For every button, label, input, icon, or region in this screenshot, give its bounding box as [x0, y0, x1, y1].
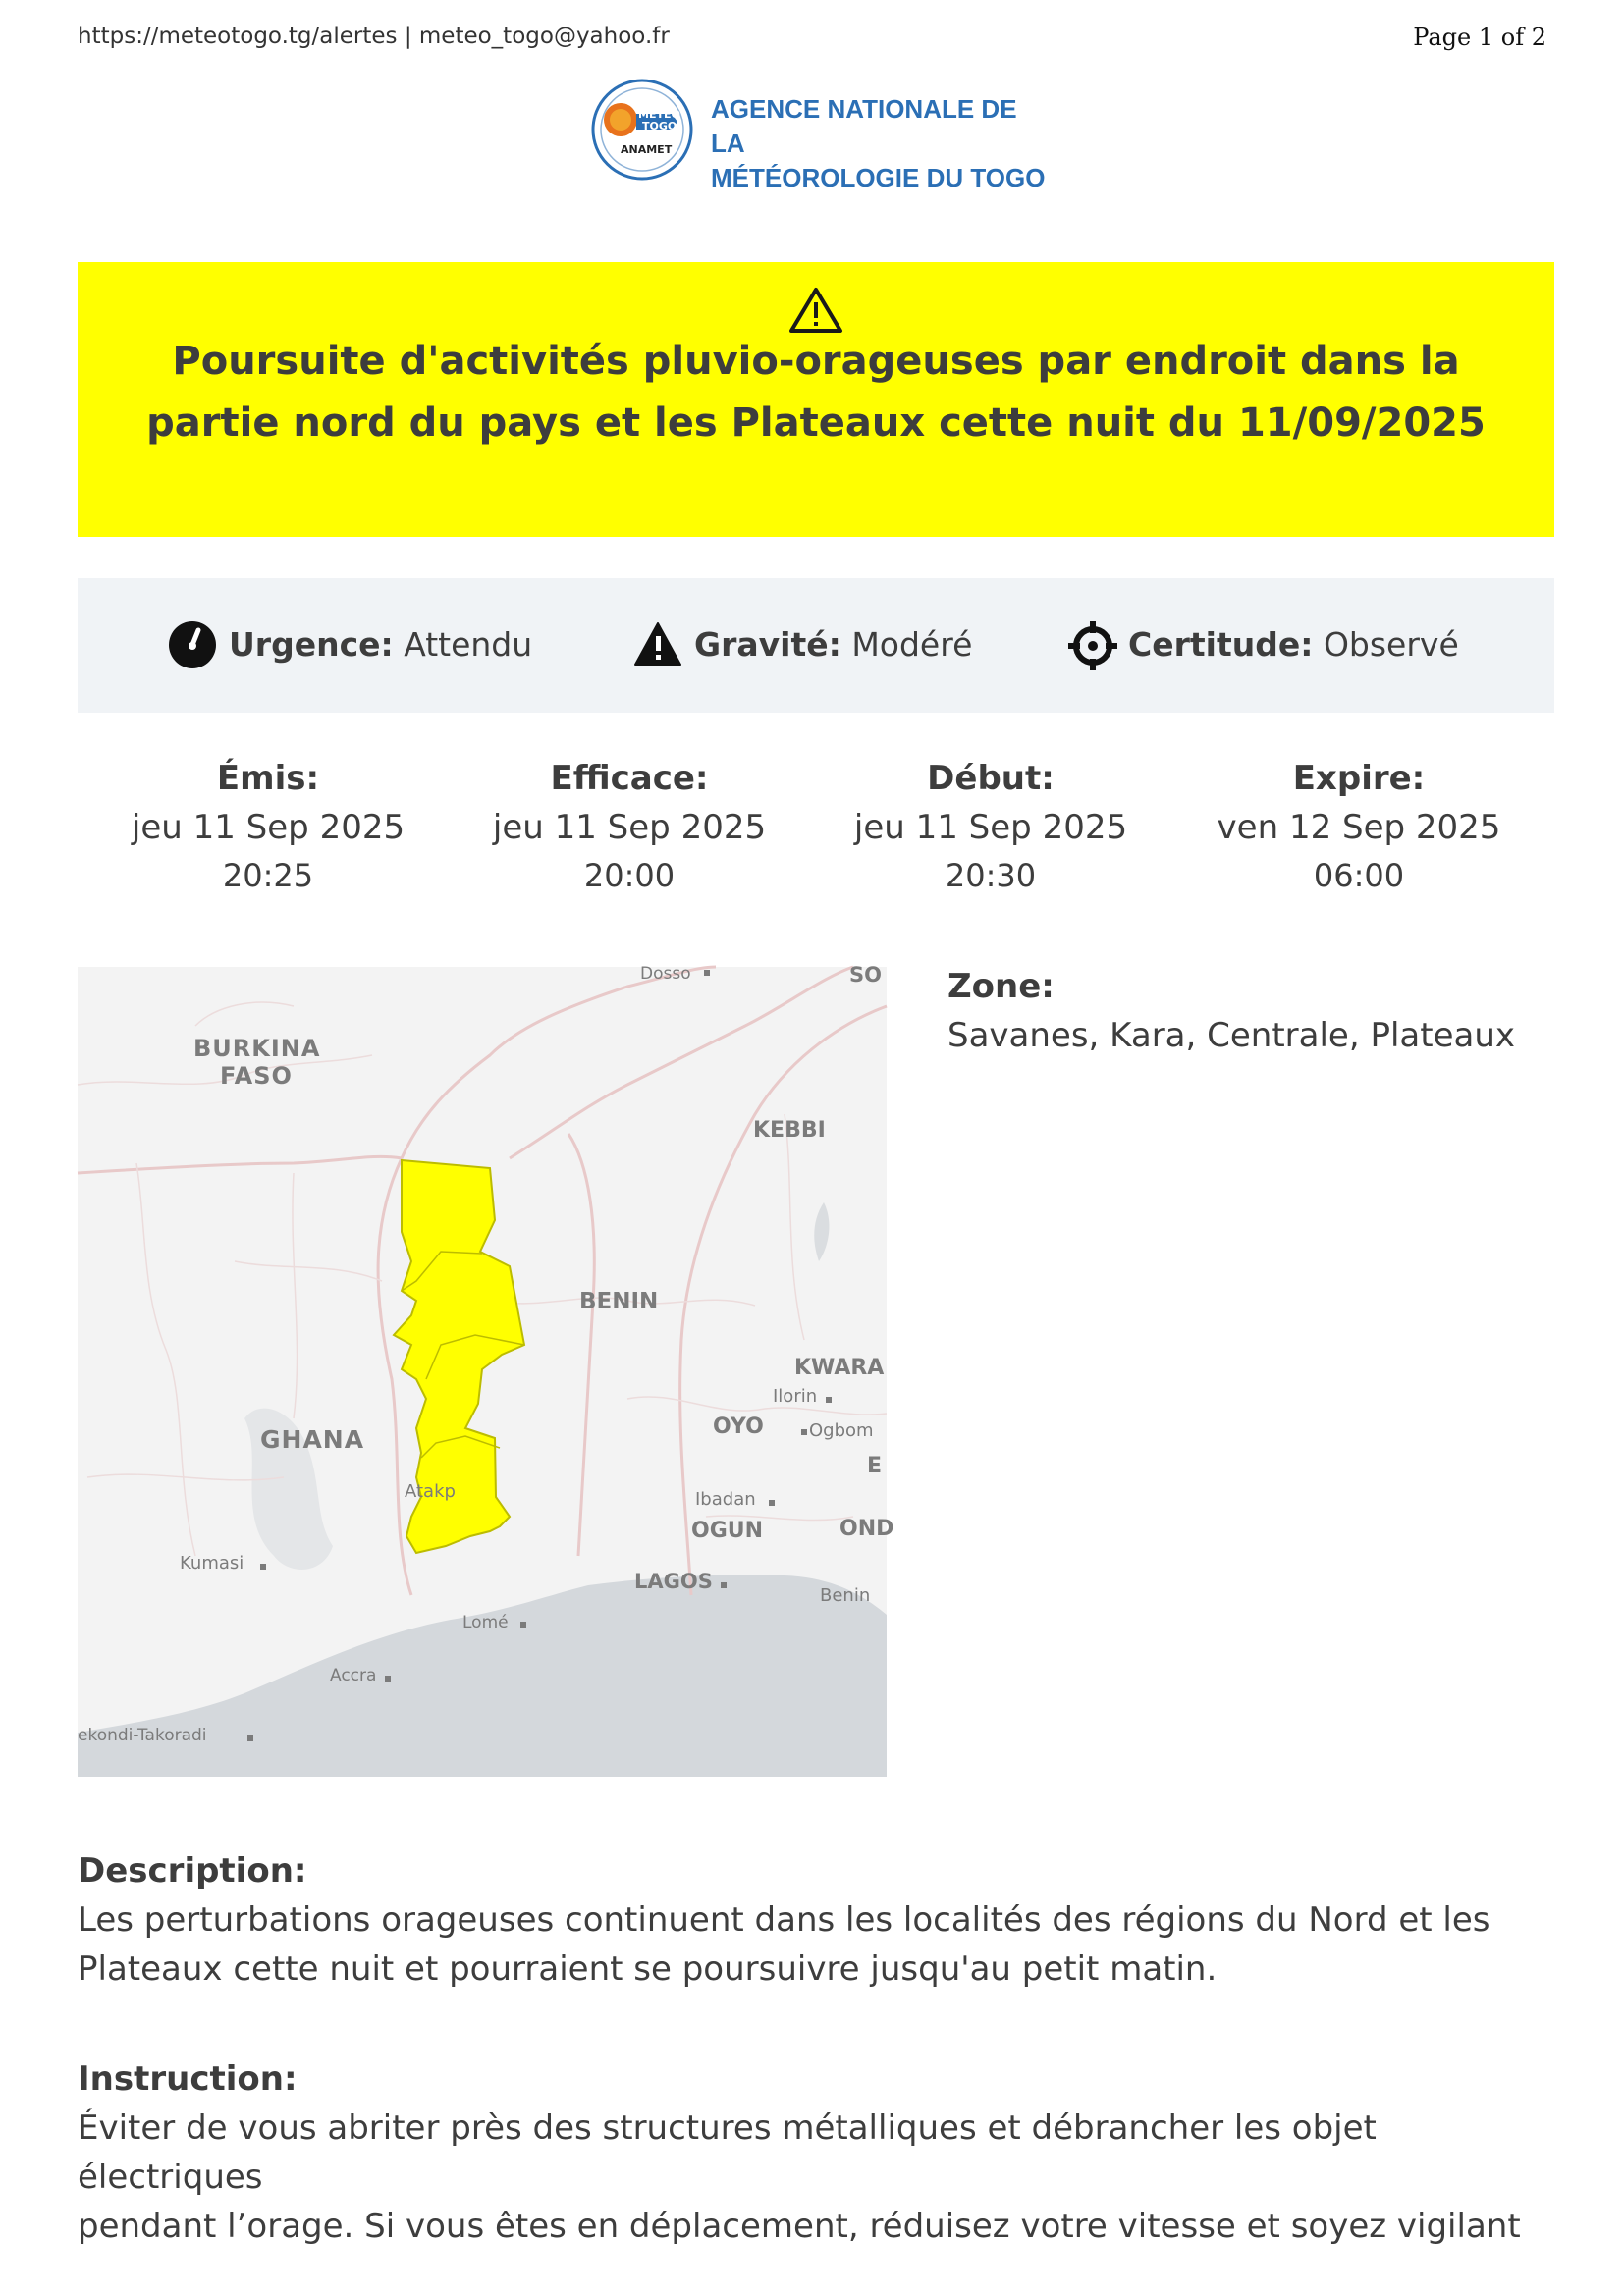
urgency-value: Attendu — [404, 625, 533, 664]
time-value: 06:00 — [1313, 857, 1405, 894]
map-label-dosso: Dosso — [640, 964, 691, 984]
map-label-ibadan: Ibadan — [695, 1489, 756, 1510]
severity-value: Modéré — [851, 625, 973, 664]
instruction-line: Éviter de vous abriter près des structures métalliques et débrancher les objet électriques — [78, 2109, 1377, 2197]
time-date: jeu 11 Sep 2025 — [492, 808, 767, 847]
map-label-e: E — [867, 1454, 883, 1478]
city-dot — [801, 1429, 807, 1435]
crosshair-icon — [1067, 620, 1118, 671]
time-label: Efficace: — [550, 759, 709, 798]
city-dot — [247, 1735, 253, 1741]
time-value: 20:25 — [222, 857, 314, 894]
map-label-benin-city: Benin — [820, 1585, 871, 1606]
agency-name — [711, 92, 1047, 195]
emblem-text-togo: TOGO — [642, 120, 677, 133]
time-label: Début: — [927, 759, 1055, 798]
instruction-label: Instruction: — [78, 2059, 298, 2099]
description-section — [78, 1846, 1554, 1994]
agency-name-line1: AGENCE NATIONALE DE LA — [711, 94, 1017, 158]
map-label-sekondi: ekondi-Takoradi — [78, 1726, 207, 1745]
map-label-kebbi: KEBBI — [753, 1118, 826, 1143]
alert-banner — [78, 262, 1554, 537]
city-dot — [260, 1564, 266, 1570]
emblem-text-meteo: METEO — [638, 108, 680, 121]
city-dot — [769, 1500, 775, 1506]
map-label-faso: FASO — [220, 1062, 293, 1090]
time-issued — [101, 754, 435, 899]
map-label-ogbom: Ogbom — [809, 1420, 874, 1441]
city-dot — [721, 1582, 727, 1588]
certainty-value: Observé — [1323, 625, 1459, 664]
source-line[interactable]: https://meteotogo.tg/alertes | meteo_togo@yahoo.fr — [78, 24, 670, 49]
clock-icon — [168, 620, 217, 669]
zone-value: Savanes, Kara, Centrale, Plateaux — [947, 1016, 1515, 1055]
description-line: Les perturbations orageuses continuent dans les localités des régions du Nord et les — [78, 1900, 1490, 1940]
time-label: Expire: — [1292, 759, 1426, 798]
map-label-ilorin: Ilorin — [773, 1386, 818, 1407]
warning-icon — [633, 620, 682, 667]
instruction-line: pendant l’orage. Si vous êtes en déplacement, réduisez votre vitesse et soyez vigilant — [78, 2207, 1521, 2246]
map-label-kumasi: Kumasi — [180, 1553, 244, 1574]
map-label-accra: Accra — [330, 1666, 377, 1685]
page-header — [78, 24, 1546, 53]
city-dot — [826, 1397, 832, 1403]
time-date: jeu 11 Sep 2025 — [131, 808, 406, 847]
warning-triangle-icon — [788, 286, 843, 335]
map-label-kwara: KWARA — [794, 1356, 885, 1380]
emblem-text-anamet: ANAMET — [621, 143, 673, 156]
time-label: Émis: — [216, 759, 320, 798]
city-dot — [385, 1676, 391, 1682]
zone-label: Zone: — [947, 967, 1055, 1006]
map-label-burkina: BURKINA — [193, 1035, 321, 1062]
anamet-emblem-icon — [585, 75, 703, 185]
description-label: Description: — [78, 1851, 307, 1891]
time-date: ven 12 Sep 2025 — [1217, 808, 1501, 847]
map-label-benin: BENIN — [579, 1289, 659, 1314]
time-expires — [1192, 754, 1526, 899]
certainty-label: Certitude: — [1128, 625, 1314, 664]
alert-times — [78, 754, 1554, 901]
agency-name-line2: MÉTÉOROLOGIE DU TOGO — [711, 163, 1046, 192]
instruction-section — [78, 2055, 1554, 2251]
map-label-so: SO — [849, 963, 882, 987]
map-label-lagos: LAGOS — [634, 1570, 713, 1593]
time-value: 20:00 — [583, 857, 676, 894]
city-dot — [520, 1622, 526, 1628]
time-onset — [824, 754, 1158, 899]
map-label-lome: Lomé — [462, 1613, 509, 1632]
alert-meta-row — [78, 578, 1554, 713]
map-label-atakp: Atakp — [405, 1481, 456, 1502]
urgency-label: Urgence: — [229, 625, 394, 664]
page-indicator: Page 1 of 2 — [1413, 24, 1546, 51]
time-date: jeu 11 Sep 2025 — [853, 808, 1128, 847]
alert-map[interactable] — [78, 963, 894, 1777]
map-label-ghana: GHANA — [260, 1425, 365, 1454]
map-label-ogun: OGUN — [691, 1519, 764, 1543]
alert-title: Poursuite d'activités pluvio-orageuses par endroit dans la partie nord du pays et les Plateaux cette nuit du 11/09/2025 — [146, 339, 1486, 446]
agency-logo — [585, 75, 1047, 192]
time-value: 20:30 — [945, 857, 1037, 894]
zone-section — [947, 962, 1537, 1060]
city-dot — [704, 970, 710, 976]
time-effective — [462, 754, 796, 899]
description-line: Plateaux cette nuit et pourraient se poursuivre jusqu'au petit matin. — [78, 1949, 1218, 1989]
map-label-ond: OND — [839, 1517, 894, 1541]
map-label-oyo: OYO — [713, 1415, 764, 1439]
severity-label: Gravité: — [694, 625, 841, 664]
map-canvas — [78, 963, 894, 1777]
